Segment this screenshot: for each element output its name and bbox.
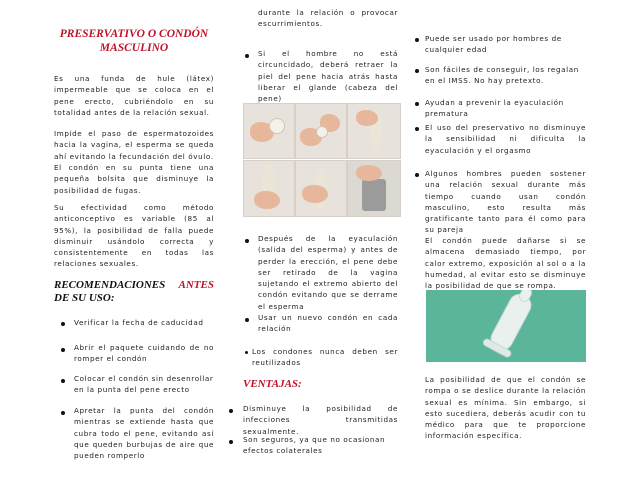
bullet-dot	[245, 54, 249, 58]
bullet-dot	[245, 318, 249, 322]
list-item: Son fáciles de conseguir, los regalan en el IMSS. No hay pretexto.	[425, 65, 579, 86]
reuse-note: Los condones nunca deben ser reutilizados	[252, 347, 398, 368]
bullet-dot	[415, 69, 419, 73]
list-item: Colocar el condón sin desenrollar en la punta del pene erecto	[74, 374, 214, 395]
circumcision-bullet: Si el hombre no está circuncidado, deberá retraer la piel del pene hacia atrás hasta liberar el glande (cabeza del pene)	[258, 49, 398, 104]
photo-take-out-condom	[295, 103, 347, 159]
list-item: Apretar la punta del condón mientras se extiende hasta que cubra todo el pene, evitando así que queden burbujas de aire que pueden romperlo	[74, 406, 214, 461]
bullet-dot	[415, 127, 419, 131]
list-item: Después de la eyaculación (salida del esperma) y antes de perder la erección, el pene debe ser retirado de la vagina sujetando el extremo abierto del condón evitando que se derrame el esperma	[258, 234, 398, 311]
recomendaciones-heading	[54, 279, 214, 305]
heading-recomendaciones: RECOMENDACIONES	[54, 279, 166, 291]
bullet-dot	[415, 38, 419, 42]
list-item: Usar un nuevo condón en cada relación	[258, 313, 398, 334]
paragraph-impide: Impide el paso de espermatozoides hacia la vagina, el esperma se queda ahí evitando la fecundación del óvulo.	[54, 129, 214, 161]
photo-open-package	[243, 103, 295, 159]
condom-illustration	[426, 290, 586, 362]
breakage-paragraph: La posibilidad de que el condón se rompa o se deslice durante la relación sexual es mínima. Sin embargo, si esto sucediera, deberás acudir con tu médico para que te proporcione información específica.	[425, 375, 586, 441]
title-line-2: MASCULINO	[99, 42, 169, 54]
bullet-dot	[245, 351, 248, 354]
instruction-photos-grid	[243, 103, 399, 215]
heading-de-su-uso: DE SU USO:	[54, 292, 115, 304]
list-item: Ayudan a prevenir la eyaculación prematura	[425, 98, 564, 119]
storage-warning: El condón puede dañarse si se almacena demasiado tiempo, por calor extremo, exposición al sol o a la humedad, al evitar esto se disminuye la posibilidad de que se rompa.	[425, 236, 586, 291]
ventaja-item: Son seguros, ya que no ocasionan efectos colaterales	[243, 435, 386, 456]
list-item: Algunos hombres pueden sostener una relación sexual durante más tiempo cuando usan condón masculino, esto resulta más gratificante tanto para él como para su pareja	[425, 169, 586, 235]
paragraph-efectividad: Su efectividad como método anticonceptivo es variable (85 al 95%), la posibilidad de falla puede disminuir usándolo correcta y consistentemente en todas las relaciones sexuales.	[54, 203, 214, 269]
bullet-dot	[61, 379, 65, 383]
photo-dispose	[347, 160, 401, 217]
bullet-dot	[229, 409, 233, 413]
bullet-dot	[61, 411, 65, 415]
list-item: Abrir el paquete cuidando de no romper el condón	[74, 343, 214, 364]
bullet-dot	[245, 239, 249, 243]
bullet-dot	[415, 173, 419, 177]
column-2-continuation: durante la relación o provocar escurrimientos.	[258, 8, 398, 29]
paragraph-bolsita: El condón en su punta tiene una pequeña bolsita que disminuye la posibilidad de fugas.	[54, 163, 214, 195]
photo-pinch-tip	[347, 103, 401, 159]
photo-withdraw	[295, 160, 347, 217]
ventajas-heading: VENTAJAS:	[243, 378, 302, 390]
bullet-dot	[415, 102, 419, 106]
title-line-1: PRESERVATIVO O CONDÓN	[59, 28, 209, 40]
photo-roll-down	[243, 160, 295, 217]
bullet-dot	[61, 322, 65, 326]
heading-antes: ANTES	[178, 279, 214, 291]
list-item: El uso del preservativo no disminuye la sensibilidad ni dificulta la eyaculación y el orgasmo	[425, 123, 586, 155]
bullet-dot	[61, 348, 65, 352]
brochure-title	[54, 27, 214, 55]
intro-paragraph: Es una funda de hule (látex) impermeable que se coloca en el pene erecto, cubriéndolo en su totalidad antes de la relación sexual.	[54, 74, 214, 117]
list-item: Puede ser usado por hombres de cualquier edad	[425, 34, 562, 55]
bullet-dot	[229, 440, 233, 444]
ventaja-item: Disminuye la posibilidad de infecciones transmitidas sexualmente.	[243, 404, 398, 436]
condom-icon	[426, 290, 586, 362]
list-item: Verificar la fecha de caducidad	[74, 318, 204, 327]
